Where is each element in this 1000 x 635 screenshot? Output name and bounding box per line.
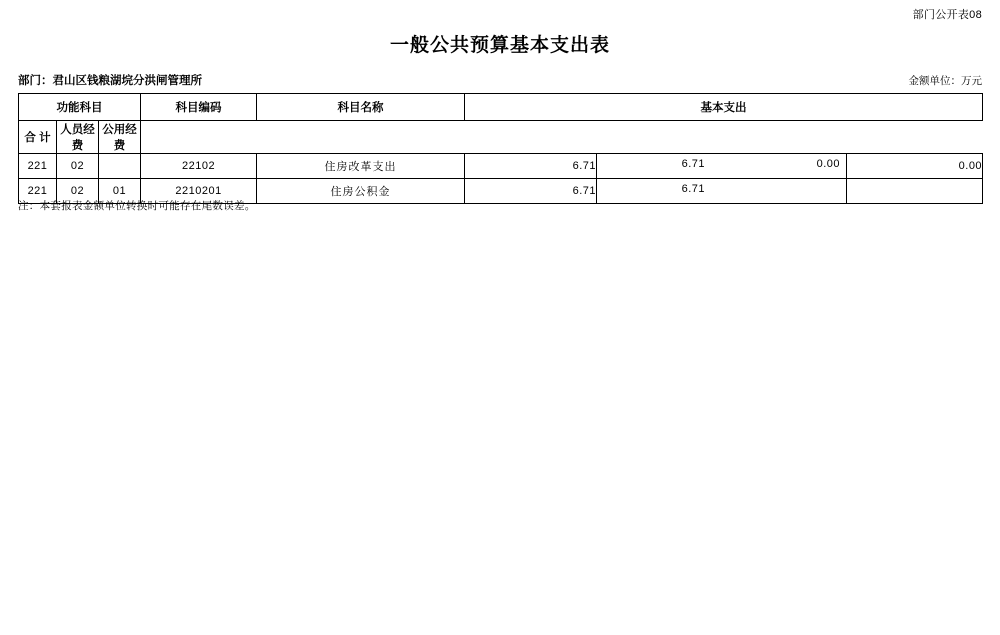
header-basic-expenditure: 基本支出: [465, 94, 983, 121]
cell-personnel-value: 6.71: [681, 158, 706, 170]
header-total: 合 计: [19, 121, 57, 154]
table-row: [19, 154, 983, 179]
cell-total: 6.71: [465, 154, 597, 179]
cell-code1: 221: [19, 154, 57, 179]
header-personnel: 人员经费: [57, 121, 99, 154]
department-label: 部门：君山区钱粮湖垸分洪闸管理所: [18, 75, 202, 87]
cell-subject-name: 住房公积金: [257, 179, 465, 204]
cell-personnel: [597, 179, 847, 204]
cell-public: [847, 179, 983, 204]
cell-subject-name: 住房改革支出: [257, 154, 465, 179]
form-code-label: 部门公开表08: [912, 9, 982, 21]
cell-personnel-value: 6.71: [681, 183, 706, 195]
cell-subject-code: 22102: [141, 154, 257, 179]
cell-code2: 02: [57, 154, 99, 179]
header-subject-code: 科目编码: [141, 94, 257, 121]
page-title: 一般公共预算基本支出表: [389, 35, 610, 56]
header-public: 公用经费: [99, 121, 141, 154]
cell-subject-code: 2210201: [141, 179, 257, 204]
meta-row: [18, 72, 982, 88]
footer-note: 注：本套报表金额单位转换时可能存在尾数误差。: [18, 200, 256, 212]
cell-personnel-extra: 0.00: [816, 158, 841, 170]
header-subject-name: 科目名称: [257, 94, 465, 121]
budget-table: [18, 93, 983, 204]
cell-code2: 02: [57, 179, 99, 204]
amount-unit-label: 金额单位：万元: [908, 75, 982, 87]
table-header-row-1: [19, 94, 983, 121]
cell-public: 0.00: [847, 154, 983, 179]
cell-code1: 221: [19, 179, 57, 204]
table-header-row-2: [19, 121, 983, 154]
cell-personnel: [597, 154, 847, 179]
header-function-subject: 功能科目: [19, 94, 141, 121]
cell-total: 6.71: [465, 179, 597, 204]
cell-code3: 01: [99, 179, 141, 204]
cell-code3: [99, 154, 141, 179]
